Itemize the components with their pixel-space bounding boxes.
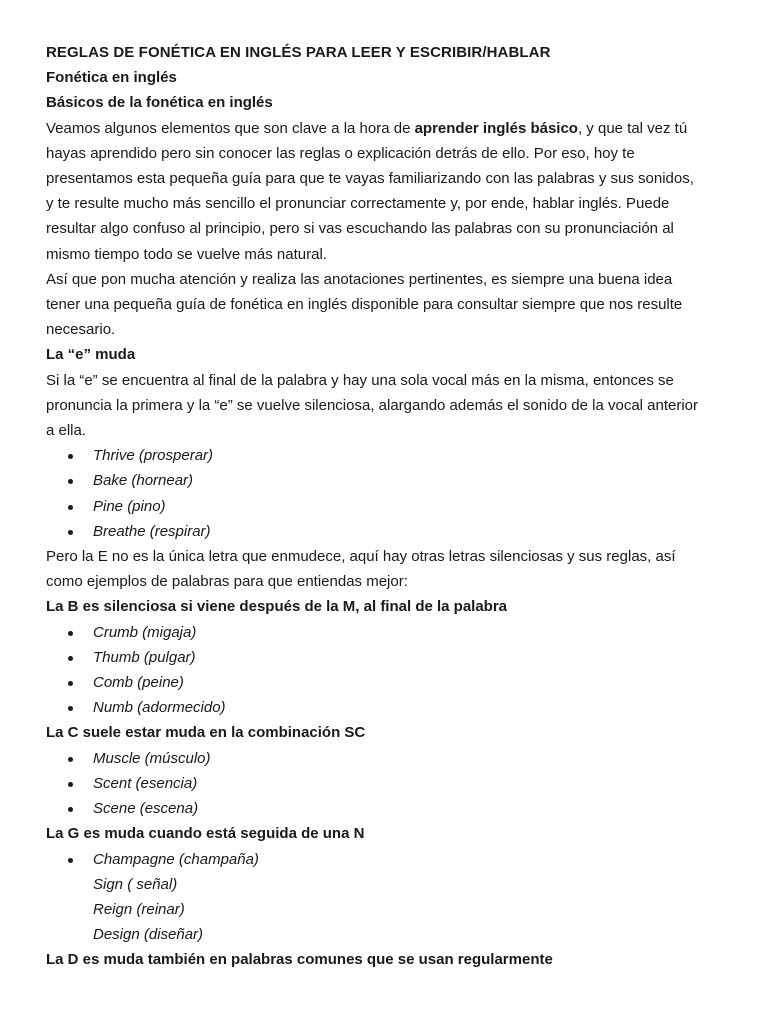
list-item (46, 771, 736, 796)
list-item-text: Comb (peine) (93, 674, 184, 692)
para2-line-3: necesario. (46, 321, 116, 339)
intro-line-2: hayas aprendido pero sin conocer las reglas o explicación detrás de ello. Por eso, hoy te (46, 144, 635, 162)
document-title: REGLAS DE FONÉTICA EN INGLÉS PARA LEER Y ESCRIBIR/HABLAR (46, 44, 551, 61)
bullet-icon (68, 858, 73, 863)
section-e-line-2: pronuncia la primera y la “e” se vuelve silenciosa, alargando además el sonido de la vocal anterior (46, 396, 699, 414)
list-item-text: Scent (esencia) (93, 774, 198, 792)
list-item-text: Thumb (pulgar) (93, 648, 196, 666)
heading-e-muda: La “e” muda (46, 346, 136, 364)
paragraph-3 (46, 544, 736, 594)
list-item (46, 695, 736, 720)
para3-line-2: como ejemplos de palabras para que entiendas mejor: (46, 573, 408, 591)
para2-line-1: Así que pon mucha atención y realiza las anotaciones pertinentes, es siempre una buena idea (46, 270, 673, 288)
list-item-text: Bake (hornear) (93, 472, 194, 490)
heading-c-muda: La C suele estar muda en la combinación SC (46, 724, 366, 742)
intro-line-4: y te resulte mucho más sencillo el pronunciar correctamente y, por ende, hablar inglés. Puede (46, 195, 670, 213)
intro-line-1 (46, 116, 736, 141)
bullet-icon (68, 706, 73, 711)
list-item-text: Thrive (prosperar) (93, 447, 214, 465)
list-item (46, 494, 736, 519)
list-item (46, 796, 736, 821)
intro-line-5: resultar algo confuso al principio, pero si vas escuchando las palabras con su pronunciación al (46, 220, 674, 238)
document-page (46, 40, 736, 973)
bullet-icon (68, 505, 73, 510)
list-item-text: Champagne (champaña) (93, 850, 259, 868)
intro-line-6: mismo tiempo todo se vuelve más natural. (46, 245, 327, 263)
section-e-paragraph (46, 368, 736, 444)
list-item (46, 443, 736, 468)
g-example-plain: Reign (reinar) (93, 900, 185, 918)
list-item-text: Breathe (respirar) (93, 522, 211, 540)
list-item-text: Scene (escena) (93, 800, 199, 818)
bullet-icon (68, 631, 73, 636)
list-c-examples (46, 746, 736, 822)
section-e-line-1: Si la “e” se encuentra al final de la palabra y hay una sola vocal más en la misma, entonces se (46, 371, 674, 389)
list-item (46, 468, 736, 493)
heading-g-muda: La G es muda cuando está seguida de una N (46, 825, 365, 843)
section-e-line-3: a ella. (46, 422, 87, 440)
heading-basicos: Básicos de la fonética en inglés (46, 94, 273, 112)
list-item (46, 620, 736, 645)
intro-paragraph (46, 116, 736, 267)
heading-b-silenciosa: La B es silenciosa si viene después de la M, al final de la palabra (46, 598, 508, 616)
bullet-icon (68, 479, 73, 484)
list-item-text: Muscle (músculo) (93, 749, 211, 767)
bullet-icon (68, 757, 73, 762)
intro-line-1-pre: Veamos algunos elementos que son clave a la hora de (46, 119, 415, 137)
list-item (46, 847, 736, 872)
list-b-examples (46, 620, 736, 721)
bullet-icon (68, 530, 73, 535)
heading-fonetica: Fonética en inglés (46, 69, 177, 87)
list-item (46, 519, 736, 544)
para2-line-2: tener una pequeña guía de fonética en inglés disponible para consultar siempre que nos resulte (46, 296, 683, 314)
list-item (46, 670, 736, 695)
g-example-plain: Sign ( señal) (93, 875, 178, 893)
list-item (46, 645, 736, 670)
heading-d-muda: La D es muda también en palabras comunes que se usan regularmente (46, 951, 553, 969)
paragraph-2 (46, 267, 736, 343)
intro-line-1-post: , y que tal vez tú (577, 119, 688, 137)
bullet-icon (68, 782, 73, 787)
list-g-examples (46, 847, 736, 872)
g-example-plain: Design (diseñar) (93, 926, 204, 944)
para3-line-1: Pero la E no es la única letra que enmudece, aquí hay otras letras silenciosas y sus reglas, así (46, 548, 676, 566)
list-item-text: Pine (pino) (93, 497, 166, 515)
list-item (46, 746, 736, 771)
bullet-icon (68, 681, 73, 686)
list-item-text: Crumb (migaja) (93, 623, 197, 641)
bullet-icon (68, 656, 73, 661)
bullet-icon (68, 807, 73, 812)
intro-bold-link-text: aprender inglés básico (414, 119, 578, 137)
bullet-icon (68, 454, 73, 459)
list-item-text: Numb (adormecido) (93, 699, 226, 717)
list-e-examples (46, 443, 736, 544)
intro-line-3: presentamos esta pequeña guía para que te vayas familiarizando con las palabras y sus sonidos, (46, 170, 694, 188)
